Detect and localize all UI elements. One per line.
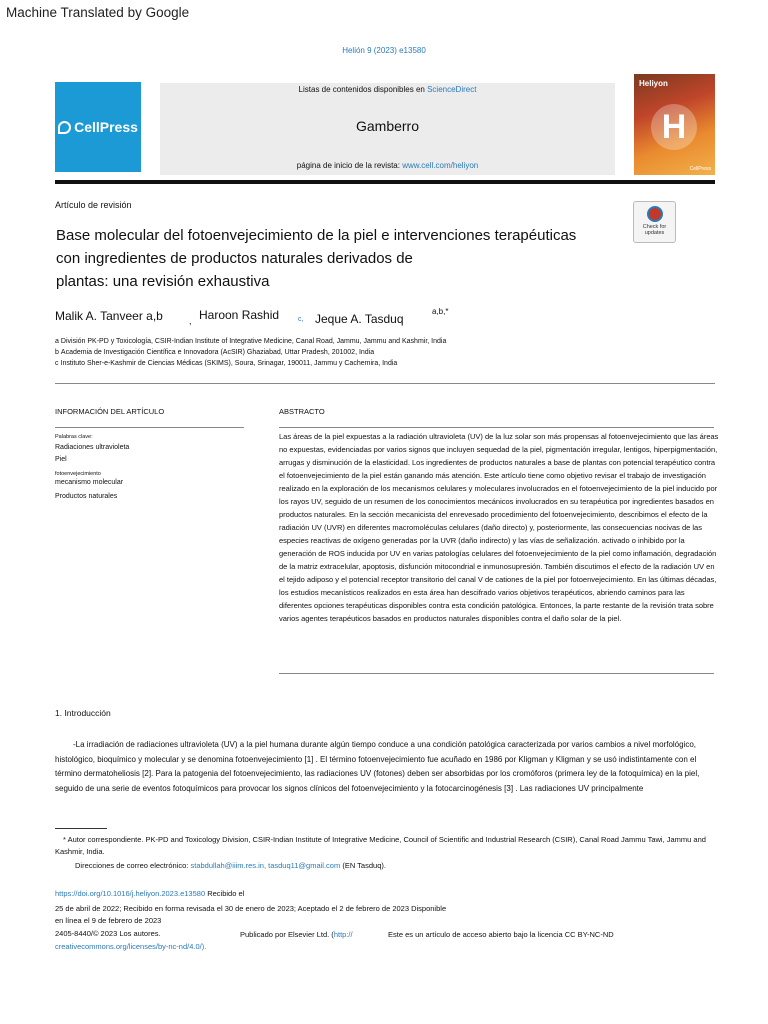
check-updates-icon (647, 206, 663, 222)
corresponding-author-note: * Autor correspondiente. PK-PD and Toxicology Division, CSIR-Indian Institute of Integrative Medicine, Council of Scientific and Industrial Research (CSIR), Canal Road Jammu Tawi, Jammu and Kashmir, India. (55, 835, 706, 856)
doi-line (55, 888, 244, 900)
author-tanveer[interactable]: Malik A. Tanveer a,b (55, 309, 163, 323)
affiliation-mark: a (55, 338, 59, 345)
sciencedirect-link[interactable]: ScienceDirect (427, 85, 477, 94)
homepage-prefix: página de inicio de la revista: (296, 161, 403, 170)
affiliations (55, 337, 446, 368)
affiliation-text: Academia de Investigación Científica e Innovadora (AcSIR) Ghaziabad, Uttar Pradesh, 201002, India (60, 349, 375, 356)
affiliation-text: Instituto Sher-e-Kashmir de Ciencias Médicas (SKIMS), Soura, Srinagar, 190011, Jammu y Cachemira, India (60, 360, 398, 367)
online-date: en línea el 9 de febrero de 2023 (55, 916, 162, 925)
article-title (56, 224, 616, 293)
email-line (75, 860, 715, 872)
footnote-rule (55, 828, 107, 829)
title-line: plantas: una revisión exhaustiva (56, 273, 270, 290)
issn-copyright: 2405-8440/© 2023 Los autores. (55, 929, 161, 938)
section-heading-introduction: 1. Introducción (55, 708, 111, 718)
homepage-link[interactable]: www.cell.com/heliyon (402, 161, 479, 170)
keyword: Piel (55, 456, 67, 463)
license-text: Este es un artículo de acceso abierto bajo la licencia CC BY-NC-ND (388, 930, 614, 939)
introduction-paragraph: -La irradiación de radiaciones ultravioleta (UV) a la piel humana durante algún tiempo conduce a una condición patológica caracterizada por varios cambios a nivel morfológico, histológico, bioquímico y molecular y se denomina fotoenvejecimiento [1] . El término fotoenvejecimiento fue acuñado en 1986 por Kligman y Kligman y se usó indistintamente con el término dermatoheliosis [2]. Para la patogenia del fotoenvejecimiento, las radiaciones UV (fotones) deben ser absorbidas por los cromóforos (primera ley de la fotoquímica) en la piel, seguido de una serie de eventos fotoquímicos para provocar los signos clínicos del fotoenvejecimiento y la fotocarcinogénesis [3] . Las radiaciones UV principalmente (55, 740, 700, 793)
abstract-text: Las áreas de la piel expuestas a la radiación ultravioleta (UV) de la luz solar son más propensas al fotoenvejecimiento que las áreas no expuestas, evidenciadas por varios signos que incluyen sequedad de la piel, pigmentación irregular, lentigos, hiperpigmentación, arrugas y disminución de la elasticidad. Los ingredientes de productos naturales a base de plantas con potencial terapéutico contra el fotoenvejecimiento de la piel están ganando más atención. Este artículo tiene como objetivo revisar el trabajo de investigación realizado en la exploración de los mecanismos celulares y moleculares involucrados en el fotoenvejecimiento de la piel inducido por los rayos UV, seguido de un resumen de los conocimientos mecánicos involucrados en su terapéutica por ingredientes basados en productos naturales. En la sección mecanicista del enrevesado procedimiento del fotoenvejecimiento, describimos el efecto de la radiación UV (UVR) en diferentes macromoléculas celulares (daño directo) y, posteriormente, las consecuencias nocivas de las especies reactivas de oxígeno generadas por la UVR (daño indirecto) y las vías de señalización. activado o inhibido por la generación de ROS inducida por UV en varias patologías celulares del fotoenvejecimiento de la piel como inflamación, degradación de la matriz extracelular, apoptosis, disfunción mitocondrial e inmunosupresión. También discutimos el efecto de la radiación UV en el tejido adiposo y el potencial receptor transitorio del canal V de cationes de la piel por fotoenvejecimiento. En las últimas décadas, los estudios mecanísticos realizados en esta área han descifrado varios objetivos terapéuticos, abriendo caminos para las diferentes opciones terapéuticas disponibles contra esta condición patológica. Entonces, la parte restante de la revisión trata sobre varios agentes terapéuticos basados en productos naturales disponibles contra el daño solar de la piel. (279, 432, 719, 623)
cover-footer: CellPress (689, 166, 711, 172)
keyword: Productos naturales (55, 493, 118, 500)
affiliation-mark: c (55, 360, 59, 367)
keyword: Radiaciones ultravioleta (55, 444, 130, 451)
affiliations-rule (55, 383, 715, 384)
keywords-label: Palabras clave: (55, 434, 93, 440)
cellpress-logo-text: CellPress (74, 119, 138, 135)
author-rashid-sup[interactable]: c, (298, 316, 304, 323)
badge-line-1: Check for (642, 224, 667, 230)
license-http-link[interactable]: http:// (333, 930, 353, 939)
abstract-bottom-rule (279, 673, 714, 674)
affiliation-text: División PK-PD y Toxicología, CSIR-Indian Institute of Integrative Medicine, Canal Road, Jammu, Jammu and Kashmir, India (60, 338, 447, 345)
cover-h-icon: H (651, 104, 697, 150)
keyword: fotoenvejecimiento (55, 471, 101, 477)
history-line: 25 de abril de 2022; Recibido en forma revisada el 30 de enero de 2023; Aceptado el 2 de febrero de 2023 Disponible (55, 904, 447, 913)
journal-header-box (160, 83, 615, 175)
author-separator: , (189, 316, 192, 326)
affiliation-mark: b (55, 349, 59, 356)
email-links[interactable]: stabdullah@iiim.res.in, tasduq11@gmail.com (190, 861, 341, 870)
author-tasduq-sup: a,b,* (432, 307, 449, 316)
author-rashid[interactable]: Haroon Rashid (199, 308, 280, 322)
contents-prefix: Listas de contenidos disponibles en (298, 85, 428, 94)
abstract-heading: ABSTRACTO (279, 407, 325, 416)
cover-title: Heliyon (639, 79, 668, 88)
license-url-link[interactable]: creativecommons.org/licenses/by-nc-nd/4.0/). (55, 942, 207, 951)
cellpress-logo[interactable] (55, 82, 141, 172)
article-type: Artículo de revisión (55, 200, 132, 210)
header-rule (55, 180, 715, 184)
cellpress-mark-icon (58, 121, 71, 134)
journal-cover-image[interactable] (634, 74, 715, 175)
title-line: con ingredientes de productos naturales derivados de (56, 250, 413, 267)
email-prefix: Direcciones de correo electrónico: (75, 861, 191, 870)
doi-link[interactable]: https://doi.org/10.1016/j.heliyon.2023.e13580 (55, 889, 206, 898)
publisher-line (240, 929, 353, 941)
article-info-rule (55, 427, 244, 428)
abstract-top-rule (279, 427, 714, 428)
check-for-updates-badge[interactable] (633, 201, 676, 243)
journal-reference-link[interactable]: Helión 9 (2023) e13580 (342, 46, 426, 55)
keyword: mecanismo molecular (55, 479, 124, 486)
contents-line (160, 85, 615, 94)
email-suffix: (EN Tasduq). (340, 861, 386, 870)
received-label: Recibido el (205, 889, 245, 898)
badge-line-2: updates (644, 230, 665, 236)
article-info-heading: INFORMACIÓN DEL ARTÍCULO (55, 407, 165, 416)
publisher-text: Publicado por Elsevier Ltd. ( (240, 930, 334, 939)
journal-name: Gamberro (355, 118, 420, 134)
homepage-line (160, 161, 615, 170)
title-line: Base molecular del fotoenvejecimiento de la piel e intervenciones terapéuticas (56, 227, 577, 244)
author-tasduq[interactable]: Jeque A. Tasduq (315, 312, 404, 326)
translation-banner: Machine Translated by Google (6, 5, 190, 20)
